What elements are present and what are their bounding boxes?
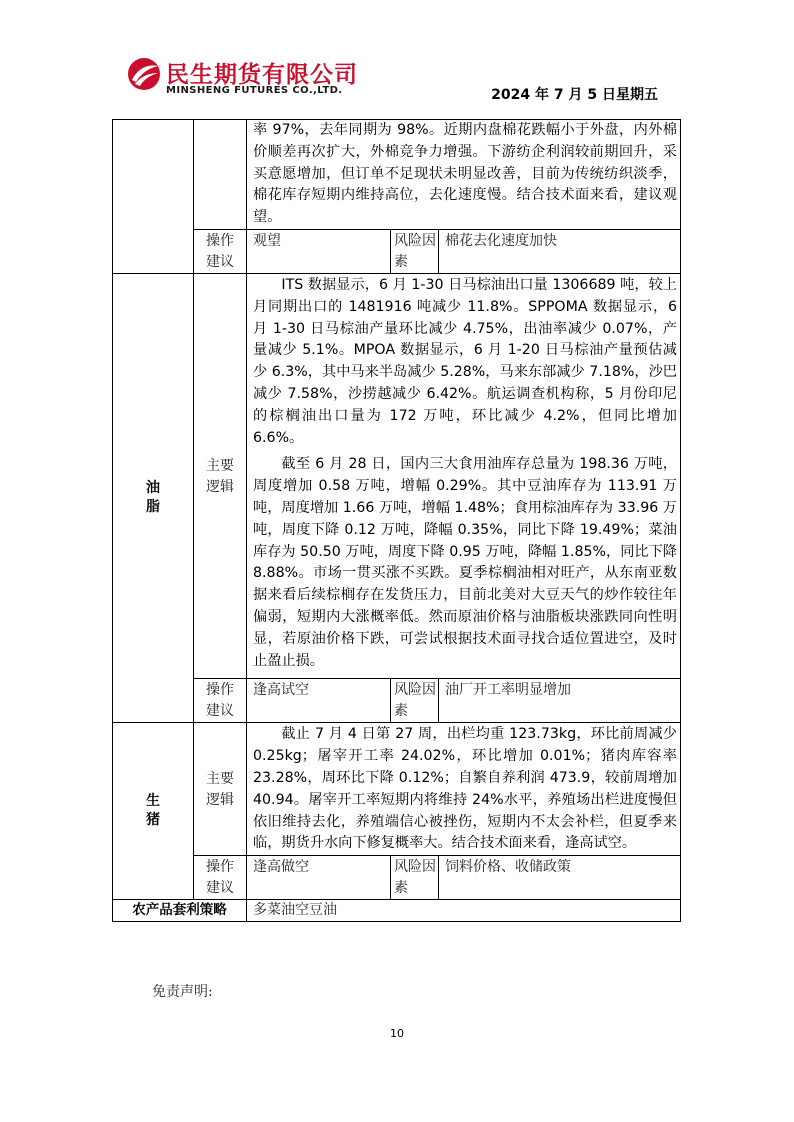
cotton-category-cell xyxy=(113,120,194,274)
oil-logic-para-2: 截至 6 月 28 日，国内三大食用油库存总量为 198.36 万吨，周度增加 0.58 万吨，增幅 0.29%。其中豆油库存为 113.91 万吨，周度增加 1.66 万吨，增幅 1.48%；食用棕油库存为 33.96 万吨，周度下降 0.12 万吨，降幅 0.35%，同比下降 19.49%；菜油库存为 50.50 万吨，周度下降 0.95 万吨，降幅 1.85%，同比下降 8.88%。市场一贯买涨不买跌。夏季棕榈油相对旺产，从东南亚数据来看后续棕榈存在发货压力，目前北美对大豆天气的炒作较往年偏弱，短期内大涨概率低。然而原油价格与油脂板块涨跌同向性明显，若原油价格下跌，可尝试根据技术面寻找合适位置进空，及时止盈止损。 xyxy=(253,456,677,669)
page-number: 10 xyxy=(390,1027,404,1040)
hog-logic-para: 截止 7 月 4 日第 27 周，出栏均重 123.73kg，环比前周减少 0.25kg；屠宰开工率 24.02%，环比增加 0.01%；猪肉库容率 23.28%，周环比下降 0.12%；自繁自养利润 473.9，较前周增加 40.94。屠宰开工率短期内将维持 24%水平，养殖场出栏进度慢但依旧维持去化，养殖端信心被挫伤，短期内不太会补栏，但夏季来临，期货升水向下修复概率大。结合技术面来看，逢高试空。 xyxy=(253,726,677,852)
hog-category xyxy=(113,723,194,900)
oil-risk-label: 风险因素 xyxy=(391,679,439,723)
hog-logic-cell xyxy=(247,723,681,856)
cotton-logic-row xyxy=(113,120,681,230)
cotton-logic-cell xyxy=(247,120,681,230)
hog-risk-value: 饲料价格、收储政策 xyxy=(439,856,681,900)
oil-op-label: 操作建议 xyxy=(194,679,247,723)
page-header xyxy=(0,0,794,118)
arbitrage-label: 农产品套利策略 xyxy=(113,900,247,922)
brand-name-cn: 民生期货有限公司 xyxy=(166,62,358,88)
brand-name-en: MINSHENG FUTURES CO.,LTD. xyxy=(166,85,343,96)
cotton-op-label: 操作建议 xyxy=(194,229,247,273)
oil-logic-cell xyxy=(247,273,681,678)
oil-op-value: 逢高试空 xyxy=(247,679,391,723)
oil-logic-row xyxy=(113,273,681,678)
strategy-table xyxy=(112,119,681,922)
report-date: 2024 年 7 月 5 日星期五 xyxy=(491,87,658,103)
minsheng-logo-icon xyxy=(126,56,162,92)
oil-operation-row xyxy=(113,679,681,723)
cotton-risk-value: 棉花去化速度加快 xyxy=(439,229,681,273)
hog-op-label: 操作建议 xyxy=(194,856,247,900)
oil-category-label: 油脂 xyxy=(145,480,160,516)
hog-logic-label: 主要逻辑 xyxy=(194,723,247,856)
arbitrage-row xyxy=(113,900,681,922)
arbitrage-value: 多菜油空豆油 xyxy=(247,900,681,922)
hog-logic-row xyxy=(113,723,681,856)
hog-operation-row xyxy=(113,856,681,900)
oil-category xyxy=(113,273,194,722)
oil-risk-value: 油厂开工率明显增加 xyxy=(439,679,681,723)
oil-logic-para-1: ITS 数据显示，6 月 1-30 日马棕油出口量 1306689 吨，较上月同期出口的 1481916 吨减少 11.8%。SPPOMA 数据显示，6 月 1-30 日马棕油产量环比减少 4.75%，出油率减少 0.07%，产量减少 5.1%。MPOA 数据显示，6 月 1-20 日马棕油产量预估减少 6.3%，其中马来半岛减少 5.28%，马来东部减少 7.18%，沙巴减少 7.58%，沙捞越减少 6.42%。航运调查机构称，5 月份印尼的棕榈油出口量为 172 万吨，环比减少 4.2%，但同比增加 6.6%。 xyxy=(253,276,677,446)
cotton-logic-text: 率 97%，去年同期为 98%。近期内盘棉花跌幅小于外盘，内外棉价顺差再次扩大，外棉竞争力增强。下游纺企利润较前期回升，采买意愿增加，但订单不足现状未明显改善，目前为传统纺织淡季，棉花库存短期内维持高位，去化速度慢。结合技术面来看，建议观望。 xyxy=(253,122,677,226)
hog-op-value: 逢高做空 xyxy=(247,856,391,900)
cotton-logic-label-cell xyxy=(194,120,247,230)
cotton-op-value: 观望 xyxy=(247,229,391,273)
disclaimer-heading: 免责声明: xyxy=(152,984,213,1000)
hog-category-label: 生猪 xyxy=(145,793,160,829)
cotton-risk-label: 风险因素 xyxy=(391,229,439,273)
cotton-operation-row xyxy=(113,229,681,273)
oil-logic-label: 主要逻辑 xyxy=(194,273,247,678)
hog-risk-label: 风险因素 xyxy=(391,856,439,900)
